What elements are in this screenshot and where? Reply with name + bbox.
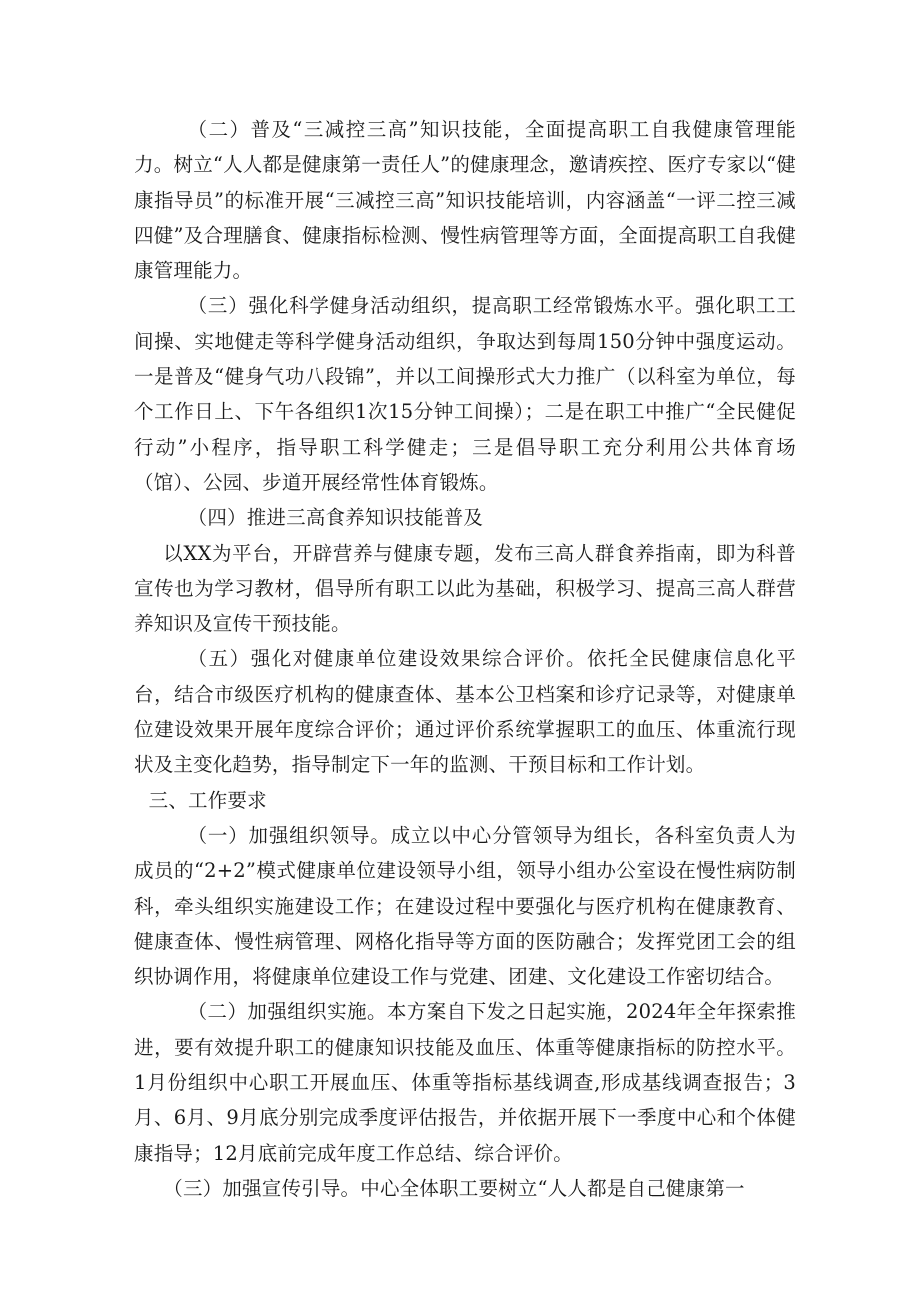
paragraph-organizational-leadership: （一）加强组织领导。成立以中心分管领导为组长，各科室负责人为成员的“2+2”模式健康单位建设领导小组，领导小组办公室设在慢性病防制科，牵头组织实施建设工作；在建设过程中要强化与医疗机构在健康教育、健康查体、慢性病管理、网格化指导等方面的医防融合；发挥党团工会的组织协调作用，将健康单位建设工作与党建、团建、文化建设工作密切结合。	[134, 823, 796, 989]
paragraph-nutrition-platform: 以XX为平台，开辟营养与健康专题，发布三高人群食养指南，即为科普宣传也为学习教材，倡导所有职工以此为基础，积极学习、提高三高人群营养知识及宣传干预技能。	[134, 541, 796, 636]
subheading-diet-knowledge: （四）推进三高食养知识技能普及	[187, 506, 484, 530]
paragraph-fitness-activities: （三）强化科学健身活动组织，提高职工经常锻炼水平。强化职工工间操、实地健走等科学健身活动组织，争取达到每周150分钟中强度运动。一是普及“健身气功八段锦”，并以工间操形式大力推广（以科室为单位，每个工作日上、下午各组织1次15分钟工间操）；二是在职工中推广“全民健促行动”小程序，指导职工科学健走；三是倡导职工充分利用公共体育场（馆）、公园、步道开展经常性体育锻炼。	[134, 294, 796, 494]
document-body	[134, 112, 796, 1206]
paragraph-publicity-guidance: （三）加强宣传引导。中心全体职工要树立“人人都是自己健康第一	[163, 1176, 745, 1200]
section-heading-work-requirements: 三、工作要求	[148, 788, 267, 812]
paragraph-popularize-knowledge: （二）普及“三减控三高”知识技能，全面提高职工自我健康管理能力。树立“人人都是健康第一责任人”的健康理念，邀请疾控、医疗专家以“健康指导员”的标准开展“三减控三高”知识技能培训，内容涵盖“一评二控三减四健”及合理膳食、健康指标检测、慢性病管理等方面，全面提高职工自我健康管理能力。	[134, 118, 796, 283]
paragraph-implementation: （二）加强组织实施。本方案自下发之日起实施，2024年全年探索推进，要有效提升职工的健康知识技能及血压、体重等健康指标的防控水平。1月份组织中心职工开展血压、体重等指标基线调查,形成基线调查报告；3月、6月、9月底分别完成季度评估报告，并依据开展下一季度中心和个体健康指导；12月底前完成年度工作总结、综合评价。	[134, 1000, 796, 1165]
paragraph-evaluation: （五）强化对健康单位建设效果综合评价。依托全民健康信息化平台，结合市级医疗机构的健康查体、基本公卫档案和诊疗记录等，对健康单位建设效果开展年度综合评价；通过评价系统掌握职工的血压、体重流行现状及主变化趋势，指导制定下一年的监测、干预目标和工作计划。	[134, 647, 796, 777]
